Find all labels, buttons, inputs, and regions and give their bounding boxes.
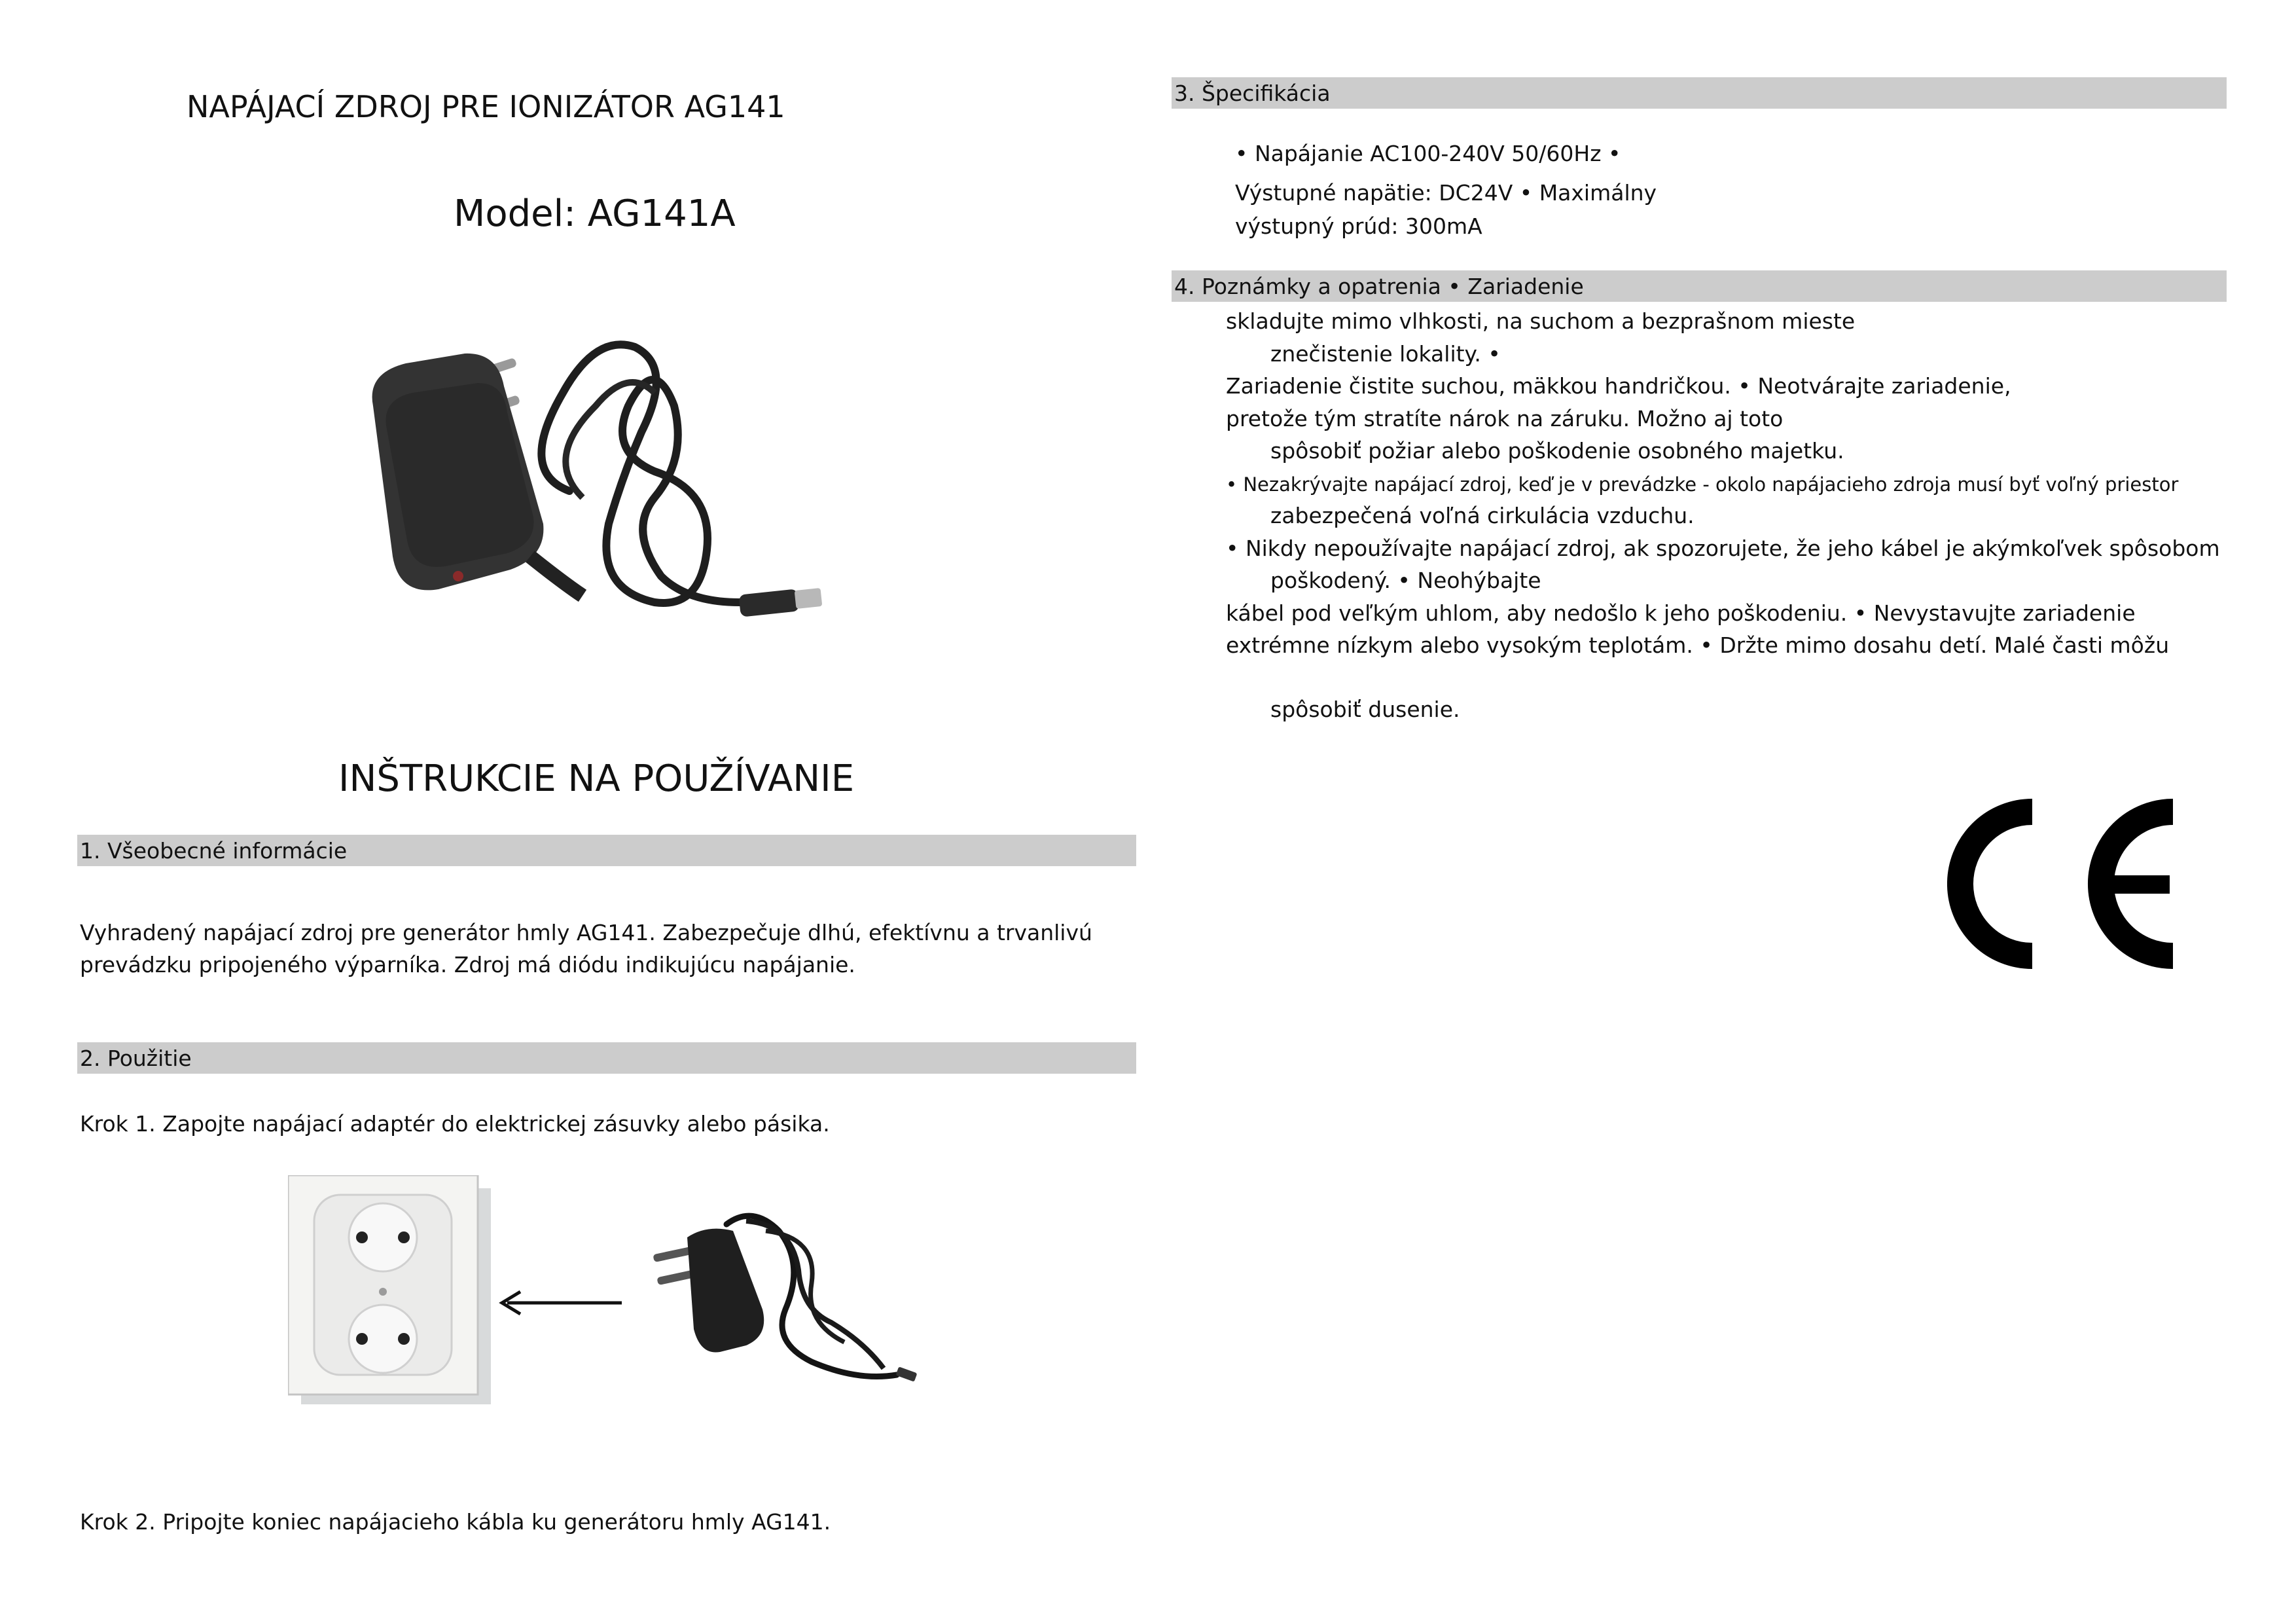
notes-line-8: • Nikdy nepoužívajte napájací zdroj, ak spozorujete, že jeho kábel je akýmkoľvek spôsobom <box>1226 536 2220 561</box>
section-4-heading: 4. Poznámky a opatrenia • Zariadenie <box>1172 270 2227 302</box>
step-1-text: Krok 1. Zapojte napájací adaptér do elektrickej zásuvky alebo pásika. <box>80 1111 830 1137</box>
spec-line-2: Výstupné napätie: DC24V • Maximálny <box>1235 180 1657 206</box>
notes-line-12: spôsobiť dusenie. <box>1270 697 1460 722</box>
document-title: NAPÁJACÍ ZDROJ PRE IONIZÁTOR AG141 <box>187 89 785 124</box>
notes-line-7: zabezpečená voľná cirkulácia vzduchu. <box>1270 503 1695 528</box>
section-1-heading: 1. Všeobecné informácie <box>77 835 1136 866</box>
section-3-heading: 3. Špecifikácia <box>1172 77 2227 109</box>
notes-line-10: kábel pod veľkým uhlom, aby nedošlo k jeho poškodeniu. • Nevystavujte zariadenie <box>1226 600 2136 626</box>
ce-mark-icon <box>1947 799 2189 976</box>
power-adapter-icon <box>648 1211 929 1408</box>
model-label: Model: AG141A <box>454 192 736 235</box>
notes-line-3: Zariadenie čistite suchou, mäkkou handričkou. • Neotvárajte zariadenie, <box>1226 373 2011 399</box>
notes-line-11: extrémne nízkym alebo vysokým teplotám. • Držte mimo dosahu detí. Malé časti môžu <box>1226 632 2170 658</box>
notes-line-9: poškodený. • Neohýbajte <box>1270 568 1541 593</box>
notes-line-1: skladujte mimo vlhkosti, na suchom a bezprašnom mieste <box>1226 308 1856 334</box>
notes-line-2: znečistenie lokality. • <box>1270 341 1501 367</box>
section-2-heading: 2. Použitie <box>77 1042 1136 1074</box>
notes-line-6: • Nezakrývajte napájací zdroj, keď je v prevádzke - okolo napájacieho zdroja musí byť voľný priestor <box>1226 473 2179 496</box>
notes-line-5: spôsobiť požiar alebo poškodenie osobného majetku. <box>1270 438 1844 464</box>
power-adapter-icon <box>347 327 870 642</box>
step-2-text: Krok 2. Pripojte koniec napájacieho kábla ku generátoru hmly AG141. <box>80 1509 831 1535</box>
left-arrow-icon <box>494 1286 625 1319</box>
notes-line-4: pretože tým stratíte nárok na záruku. Možno aj toto <box>1226 406 1784 431</box>
section-1-text-line-1: Vyhradený napájací zdroj pre generátor hmly AG141. Zabezpečuje dlhú, efektívnu a trvanlivú <box>80 920 1092 945</box>
section-1-text-line-2: prevádzku pripojeného výparníka. Zdroj má diódu indikujúcu napájanie. <box>80 952 855 977</box>
wall-socket-icon <box>288 1175 497 1411</box>
spec-line-1: • Napájanie AC100-240V 50/60Hz • <box>1235 141 1621 166</box>
instructions-heading: INŠTRUKCIE NA POUŽÍVANIE <box>338 757 855 800</box>
spec-line-3: výstupný prúd: 300mA <box>1235 213 1482 239</box>
